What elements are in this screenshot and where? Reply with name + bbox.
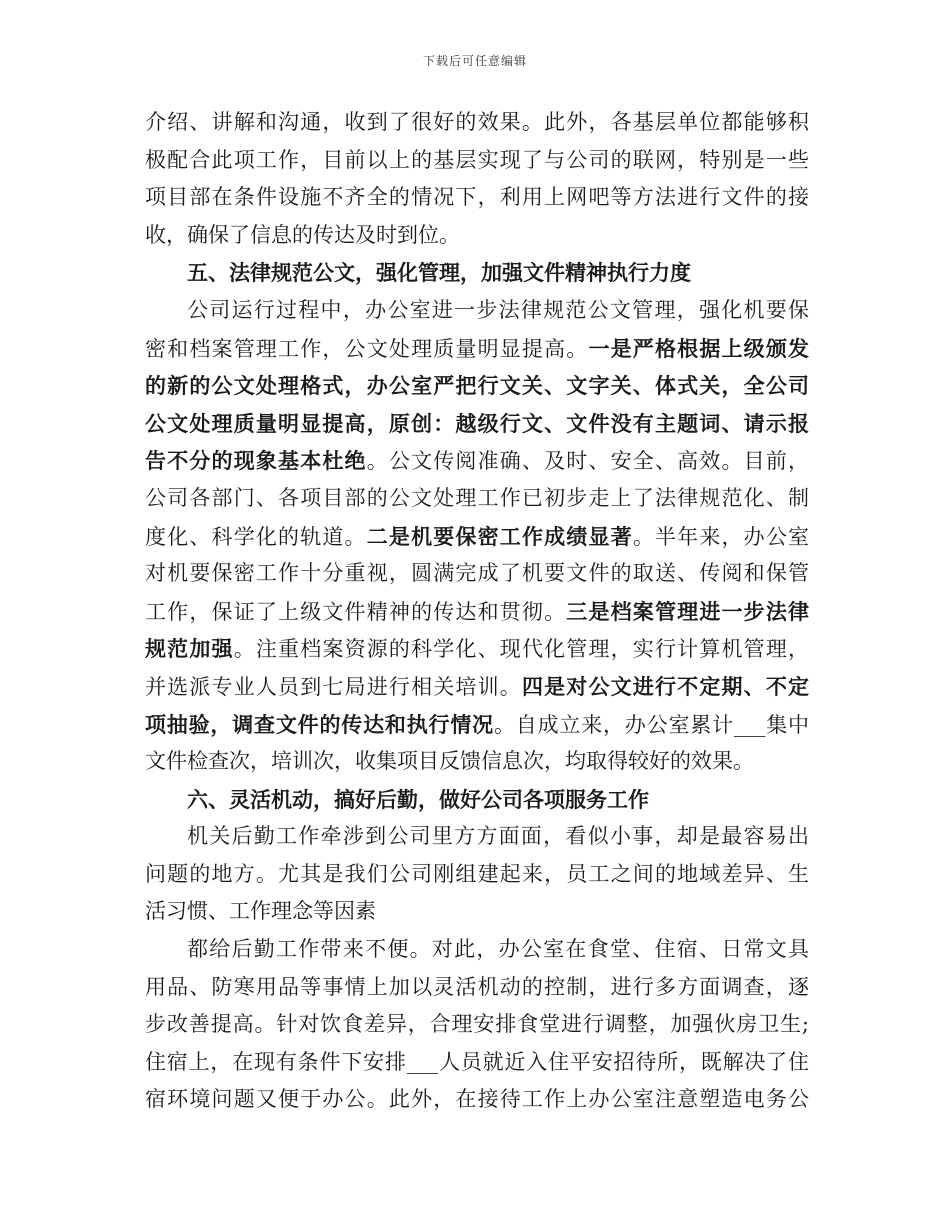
text-line: 住宿上，在现有条件下安排___人员就近入住平安招待所，既解决了住 <box>145 1049 809 1074</box>
text-line: 介绍、讲解和沟通，收到了很好的效果。此外，各基层单位都能够积 <box>145 110 809 134</box>
text-line: 公司运行过程中，办公室进一步法律规范公文管理，强化机要保 <box>187 297 809 322</box>
text-line <box>145 630 809 668</box>
bold-run: 四是对公文进行不定期、不定 <box>521 673 809 699</box>
text-line: 项目部在条件设施不齐全的情况下，利用上网吧等方法进行文件的接 <box>145 185 809 210</box>
text-line: 文件检查次，培训次，收集项目反馈信息次，均取得较好的效果。 <box>145 749 754 774</box>
text-line: 宿环境问题又便于办公。此外，在接待工作上办公室注意塑造电务公 <box>145 1087 809 1112</box>
bold-run: 二是机要保密工作成绩显著 <box>366 523 633 549</box>
text-line: 收，确保了信息的传达及时到位。 <box>145 222 460 247</box>
bold-run: 公文处理质量明显提高，原创：越级行文、文件没有主题词、请示报 <box>145 410 809 436</box>
text-line <box>145 593 809 631</box>
bold-run: 三是档案管理进一步法律 <box>566 598 809 624</box>
text-line <box>145 405 809 443</box>
text-line: 都给后勤工作带来不便。对此，办公室在食堂、住宿、日常文具 <box>187 937 809 962</box>
section-heading-6: 六、灵活机动，搞好后勤，做好公司各项服务工作 <box>187 786 649 812</box>
text-run: 。公文传阅准确、及时、安全、高效。目前， <box>366 449 809 474</box>
text-line <box>145 668 809 706</box>
text-line: 对机要保密工作十分重视，圆满完成了机要文件的取送、传阅和保管 <box>145 561 809 586</box>
text-line <box>145 330 809 368</box>
bold-run: 项抽验，调查文件的传达和执行情况 <box>145 711 494 737</box>
text-line: 问题的地方。尤其是我们公司刚组建起来，员工之间的地域差异、生 <box>145 861 809 886</box>
text-line: 公司各部门、各项目部的公文处理工作已初步走上了法律规范化、制 <box>145 485 809 510</box>
bold-run: 规范加强 <box>145 636 234 662</box>
text-line: 活习惯、工作理念等因素 <box>145 899 376 924</box>
text-run: 。半年来，办公室 <box>632 524 809 549</box>
document-body <box>145 104 809 1119</box>
text-line: 极配合此项工作，目前以上的基层实现了与公司的联网，特别是一些 <box>145 147 809 172</box>
text-run: 工作，保证了上级文件精神的传达和贯彻。 <box>145 599 567 624</box>
text-line <box>145 518 809 556</box>
bold-run: 告不分的现象基本杜绝 <box>145 448 367 474</box>
text-line: 机关后勤工作牵涉到公司里方方面面，看似小事，却是最容易出 <box>187 824 809 849</box>
text-run: 并选派专业人员到七局进行相关培训。 <box>145 674 522 699</box>
text-line: 步改善提高。针对饮食差异，合理安排食堂进行调整，加强伙房卫生; <box>145 1012 809 1037</box>
text-run: 度化、科学化的轨道。 <box>145 524 367 549</box>
bold-run: 一是严格根据上级颁发 <box>588 335 809 361</box>
section-heading-5: 五、法律规范公文，强化管理，加强文件精神执行力度 <box>187 260 691 286</box>
text-line <box>145 706 809 744</box>
text-run: 。自成立来，办公室累计___集中 <box>493 712 809 737</box>
text-line: 用品、防寒用品等事情上加以灵活机动的控制，进行多方面调查，逐 <box>145 974 809 999</box>
text-line <box>145 442 809 480</box>
text-line <box>145 367 809 405</box>
text-run: 。注重档案资源的科学化、现代化管理，实行计算机管理， <box>233 637 809 662</box>
bold-run: 的新的公文处理格式，办公室严把行文关、文字关、体式关，全公司 <box>145 373 809 399</box>
page-header: 下载后可任意编辑 <box>422 54 527 68</box>
text-run: 密和档案管理工作，公文处理质量明显提高。 <box>145 336 589 361</box>
